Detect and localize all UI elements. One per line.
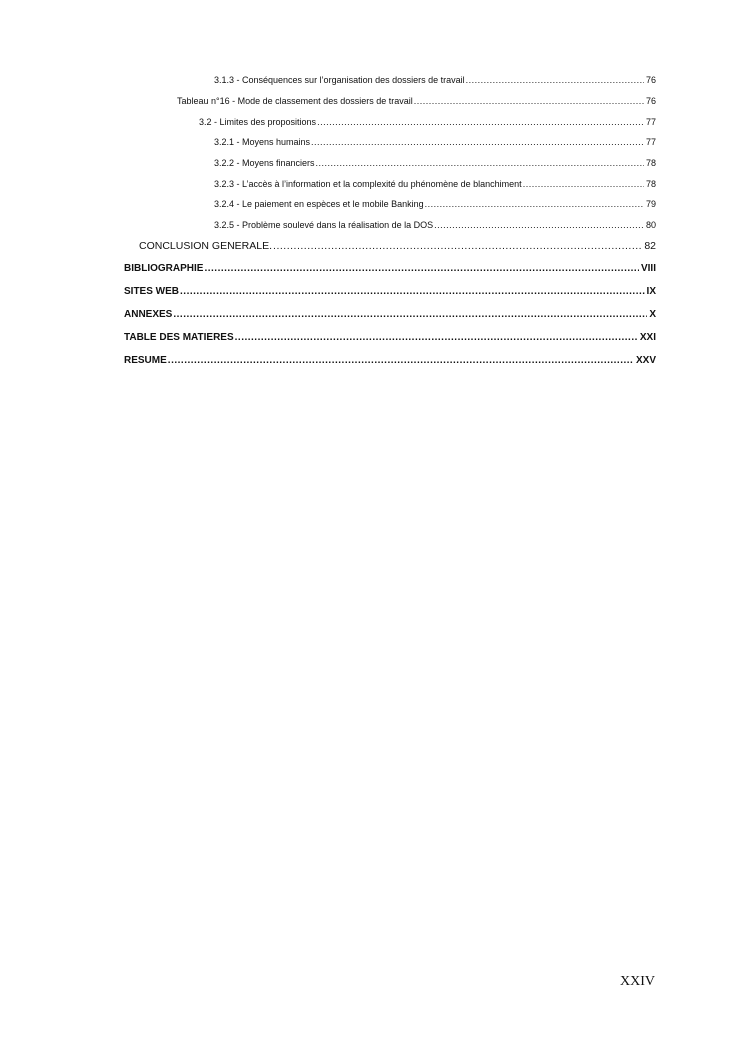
toc-leader-dots	[204, 263, 639, 274]
toc-entry-label: 3.2.5 - Problème soulevé dans la réalisation de la DOS	[214, 220, 434, 230]
toc-entry-label: CONCLUSION GENERALE.	[139, 240, 273, 252]
toc-entry	[214, 158, 656, 168]
toc-entry-table-des-matieres	[124, 332, 656, 343]
toc-entry-label: 3.2 - Limites des propositions	[199, 117, 317, 127]
toc-entry-label: 3.2.3 - L’accès à l’information et la complexité du phénomène de blanchiment	[214, 179, 522, 189]
toc-entry	[214, 179, 656, 189]
toc-leader-dots	[311, 137, 644, 147]
toc-entry-page: 78	[645, 158, 656, 168]
toc-entry-sites-web	[124, 286, 656, 297]
toc-entry-page: IX	[646, 286, 656, 297]
toc-entry-page: XXV	[635, 355, 656, 366]
toc-leader-dots	[235, 332, 638, 343]
toc-entry-bibliographie	[124, 263, 656, 274]
toc-leader-dots	[425, 199, 644, 209]
toc-entry-label: 3.2.4 - Le paiement en espèces et le mobile Banking	[214, 199, 424, 209]
toc-entry-label: ANNEXES	[124, 309, 173, 320]
toc-leader-dots	[180, 286, 645, 297]
toc-entry-label: RESUME	[124, 355, 167, 366]
toc-entry	[214, 220, 656, 230]
toc-entry-page: XXI	[639, 332, 656, 343]
toc-entry-page: X	[649, 309, 656, 320]
toc-entry	[214, 75, 656, 85]
toc-leader-dots	[434, 220, 644, 230]
toc-entry-resume	[124, 355, 656, 366]
toc-entry-page: 76	[645, 96, 656, 106]
toc-leader-dots	[273, 240, 642, 252]
toc-leader-dots	[414, 96, 644, 106]
toc-leader-dots	[168, 355, 634, 366]
toc-leader-dots	[466, 75, 644, 85]
toc-entry	[199, 117, 656, 127]
toc-entry-page: 82	[644, 240, 656, 252]
toc-entry-label: SITES WEB	[124, 286, 180, 297]
page-number: XXIV	[620, 974, 655, 989]
toc-entry	[214, 199, 656, 209]
toc-leader-dots	[523, 179, 644, 189]
toc-entry	[177, 96, 656, 106]
toc-entry-page: 76	[645, 75, 656, 85]
toc-entry-label: BIBLIOGRAPHIE	[124, 263, 204, 274]
toc-entry-page: 79	[645, 199, 656, 209]
toc-entry-label: 3.2.2 - Moyens financiers	[214, 158, 315, 168]
toc-entry	[214, 137, 656, 147]
toc-entry-annexes	[124, 309, 656, 320]
toc-leader-dots	[173, 309, 647, 320]
toc-entry-page: VIII	[640, 263, 656, 274]
toc-entry-page: 78	[645, 179, 656, 189]
toc-leader-dots	[317, 117, 644, 127]
toc-entry-page: 80	[645, 220, 656, 230]
toc-entry-page: 77	[645, 137, 656, 147]
toc-entry-label: 3.2.1 - Moyens humains	[214, 137, 311, 147]
toc-leader-dots	[316, 158, 644, 168]
toc-entry-label: TABLE DES MATIERES	[124, 332, 234, 343]
toc-entry-label: Tableau n°16 - Mode de classement des dossiers de travail	[177, 96, 413, 106]
toc-entry-conclusion	[139, 240, 656, 252]
toc-entry-page: 77	[645, 117, 656, 127]
toc-entry-label: 3.1.3 - Conséquences sur l’organisation des dossiers de travail	[214, 75, 465, 85]
